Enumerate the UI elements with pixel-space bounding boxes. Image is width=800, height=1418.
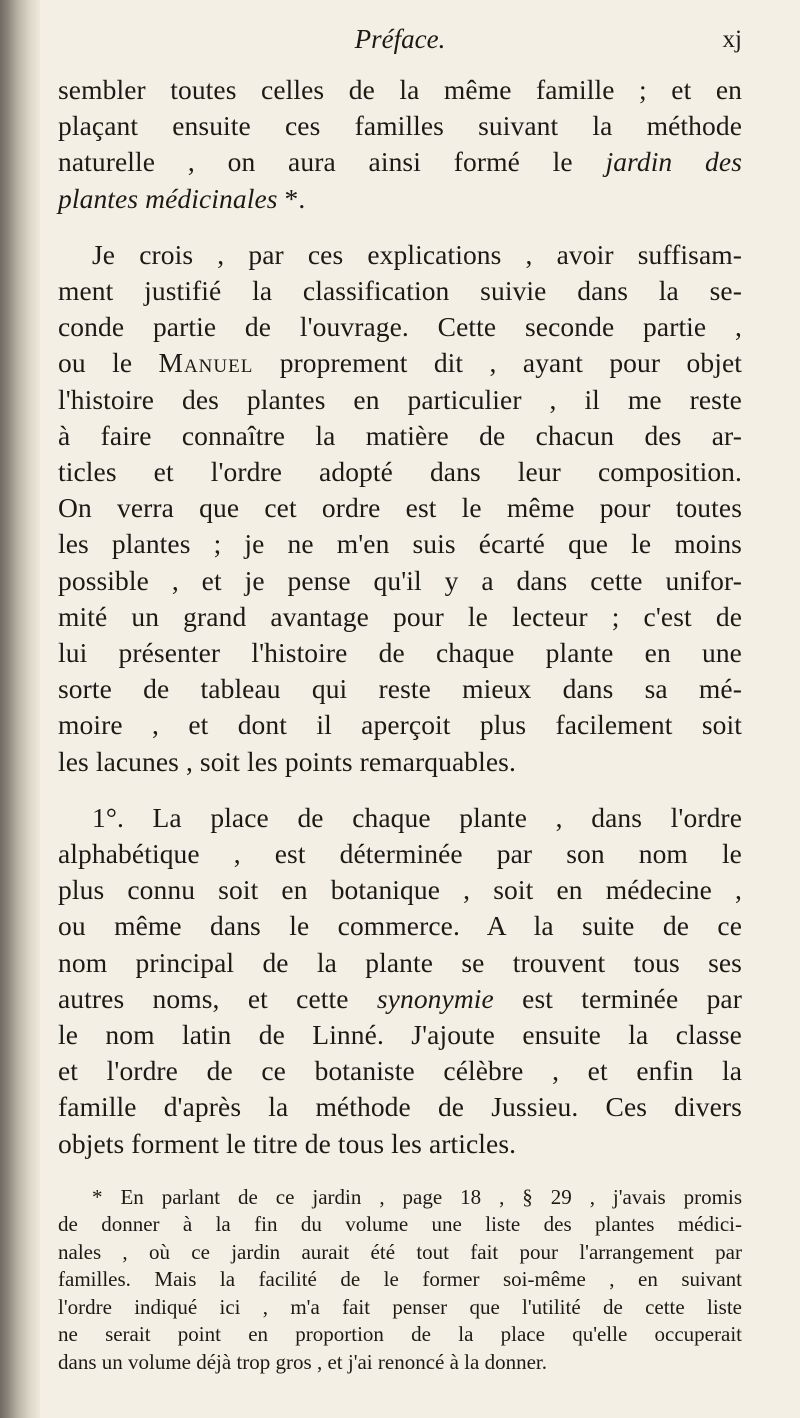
body-text: [58, 72, 742, 1376]
page-header: [58, 20, 742, 60]
text-line: lui présenter l'histoire de chaque plante en une: [58, 637, 742, 669]
text-line: ment justifié la classification suivie dans la se-: [58, 275, 742, 307]
text-line: Je crois , par ces explications , avoir suffisam-: [92, 238, 742, 270]
footnote-line: dans un volume déjà trop gros , et j'ai renoncé à la donner.: [58, 1349, 547, 1374]
text-line: 1°. La place de chaque plante , dans l'ordre: [92, 801, 742, 833]
text-line: conde partie de l'ouvrage. Cette seconde partie ,: [58, 311, 742, 343]
text-line: alphabétique , est déterminée par son nom le: [58, 838, 742, 870]
footnote-line: de donner à la fin du volume une liste des plantes médici-: [58, 1212, 742, 1237]
text-line: et l'ordre de ce botaniste célèbre , et enfin la: [58, 1055, 742, 1087]
text-line: objets forment le titre de tous les articles.: [58, 1127, 517, 1159]
text-line: les plantes ; je ne m'en suis écarté que le moins: [58, 528, 742, 560]
text-line: plaçant ensuite ces familles suivant la méthode: [58, 110, 742, 142]
book-page: [58, 0, 742, 1418]
footnote-line: familles. Mais la facilité de le former soi-même , en suivant: [58, 1267, 742, 1292]
text-line: On verra que cet ordre est le même pour toutes: [58, 492, 742, 524]
page-number: xj: [722, 26, 742, 53]
text-line: nom principal de la plante se trouvent tous ses: [58, 946, 742, 978]
text-line: famille d'après la méthode de Jussieu. Ces divers: [58, 1091, 742, 1123]
footnote: [58, 1184, 742, 1377]
text-line: sembler toutes celles de la même famille ; et en: [58, 74, 742, 105]
text-line: ou le Manuel proprement dit , ayant pour objet: [58, 347, 742, 379]
text-line: moire , et dont il aperçoit plus facilement soit: [58, 709, 742, 741]
footnote-line: ne serait point en proportion de la place qu'elle occuperait: [58, 1322, 742, 1347]
paragraph-alphabetical-order: [58, 800, 742, 1162]
text-line: l'histoire des plantes en particulier , il me reste: [58, 383, 742, 415]
text-line: les lacunes , soit les points remarquables.: [58, 745, 516, 777]
text-line: plus connu soit en botanique , soit en médecine ,: [58, 874, 742, 906]
text-line: plantes médicinales *.: [58, 182, 306, 214]
text-line: ou même dans le commerce. A la suite de ce: [58, 910, 742, 942]
text-line: autres noms, et cette synonymie est terminée par: [58, 982, 742, 1014]
text-line: sorte de tableau qui reste mieux dans sa mé-: [58, 673, 742, 705]
text-line: possible , et je pense qu'il y a dans cette unifor-: [58, 564, 742, 596]
text-line: naturelle , on aura ainsi formé le jardin des: [58, 146, 742, 178]
footnote-line: * En parlant de ce jardin , page 18 , § 29 , j'avais promis: [92, 1184, 742, 1209]
text-line: à faire connaître la matière de chacun des ar-: [58, 419, 742, 451]
text-line: mité un grand avantage pour le lecteur ; c'est de: [58, 600, 742, 632]
running-title: Préface.: [354, 24, 446, 54]
footnote-line: l'ordre indiqué ici , m'a fait penser que l'utilité de cette liste: [58, 1294, 742, 1319]
paragraph-continuation: [58, 72, 742, 217]
text-line: le nom latin de Linné. J'ajoute ensuite la classe: [58, 1019, 742, 1051]
paragraph-classification: [58, 237, 742, 780]
book-spine-shadow: [0, 0, 40, 1418]
footnote-line: nales , où ce jardin aurait été tout fait pour l'arrangement par: [58, 1239, 742, 1264]
text-line: ticles et l'ordre adopté dans leur composition.: [58, 456, 742, 488]
